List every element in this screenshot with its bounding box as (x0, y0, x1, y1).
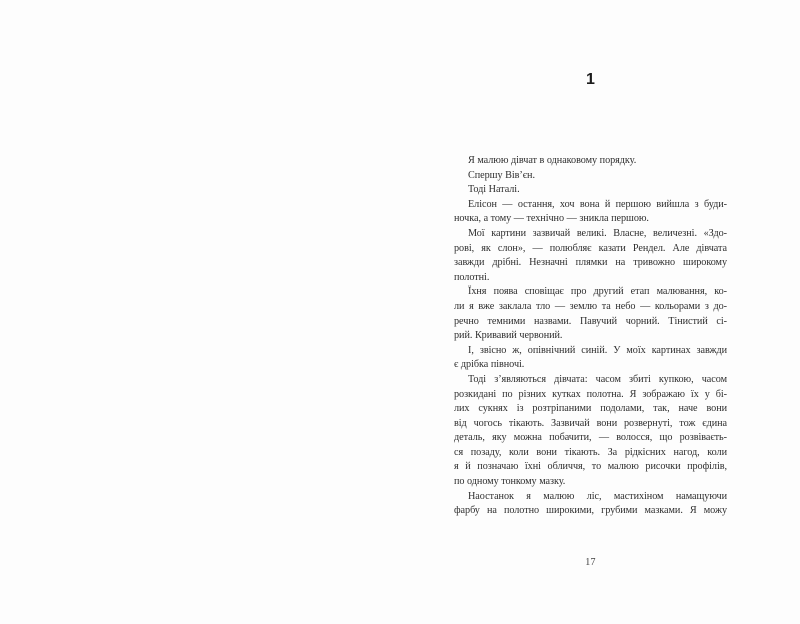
chapter-number: 1 (585, 71, 596, 88)
text-line: я й позначаю їхні обличчя, то малюю рисочки профілів, (454, 461, 727, 473)
text-line: Тоді Наталі. (468, 184, 520, 196)
text-line: Спершу Вів’єн. (468, 169, 535, 181)
paragraph (454, 285, 727, 343)
text-line: по одному тонкому мазку. (454, 476, 566, 488)
paragraph (454, 227, 727, 285)
text-line: Я малюю дівчат в однаковому порядку. (468, 155, 637, 166)
paragraph (454, 169, 727, 184)
text-line: ночка, а тому — технічно — зникла першою. (454, 213, 649, 225)
text-line: І, звісно ж, опівнічний синій. У моїх картинах завжди (468, 344, 727, 356)
text-line: розкидані по різних кутках полотна. Я зображаю їх у бі- (454, 388, 727, 400)
text-line: ся позаду, коли вони тікають. За рідкісних нагод, коли (454, 446, 727, 458)
text-line: речно темними назвами. Павучий чорний. Тінистий сі- (454, 315, 727, 327)
text-line: завжди дрібні. Незначні плямки на тривожно широкому (454, 257, 727, 269)
paragraph (454, 183, 727, 198)
text-line: рий. Кривавий червоний. (454, 330, 563, 342)
text-line: лих сукнях із розтріпаними подолами, так, наче вони (454, 403, 727, 415)
text-line: полотні. (454, 271, 490, 283)
text-line: Тоді з’являються дівчата: часом збиті купкою, часом (468, 373, 727, 385)
text-line: Їхня поява сповіщає про другий етап малювання, ко- (468, 286, 727, 298)
paragraph (454, 490, 727, 519)
text-line: фарбу на полотно широкими, грубими мазками. Я можу (454, 505, 727, 517)
page-number: 17 (585, 557, 596, 568)
text-line: деталь, яку можна побачити, — волосся, що розвіваєть- (454, 432, 727, 444)
paragraph (454, 154, 727, 169)
text-line: Елісон — остання, хоч вона й першою вийшла з буди- (468, 198, 727, 210)
text-line: рові, як слон», — полюбляє казати Рендел. Але дівчата (454, 242, 727, 254)
text-block (454, 154, 727, 519)
paragraph (454, 373, 727, 490)
text-line: Наостанок я малюю ліс, мастихіном намащуючи (468, 490, 727, 502)
paragraph (454, 344, 727, 373)
text-line: ли я вже заклала тло — землю та небо — кольорами з до- (454, 300, 727, 312)
paragraph (454, 198, 727, 227)
text-line: Мої картини зазвичай великі. Власне, величезні. «Здо- (468, 227, 727, 239)
text-line: є дрібка півночі. (454, 359, 525, 371)
text-line: від чогось тікають. Зазвичай вони розвернуті, тож єдина (454, 417, 727, 429)
